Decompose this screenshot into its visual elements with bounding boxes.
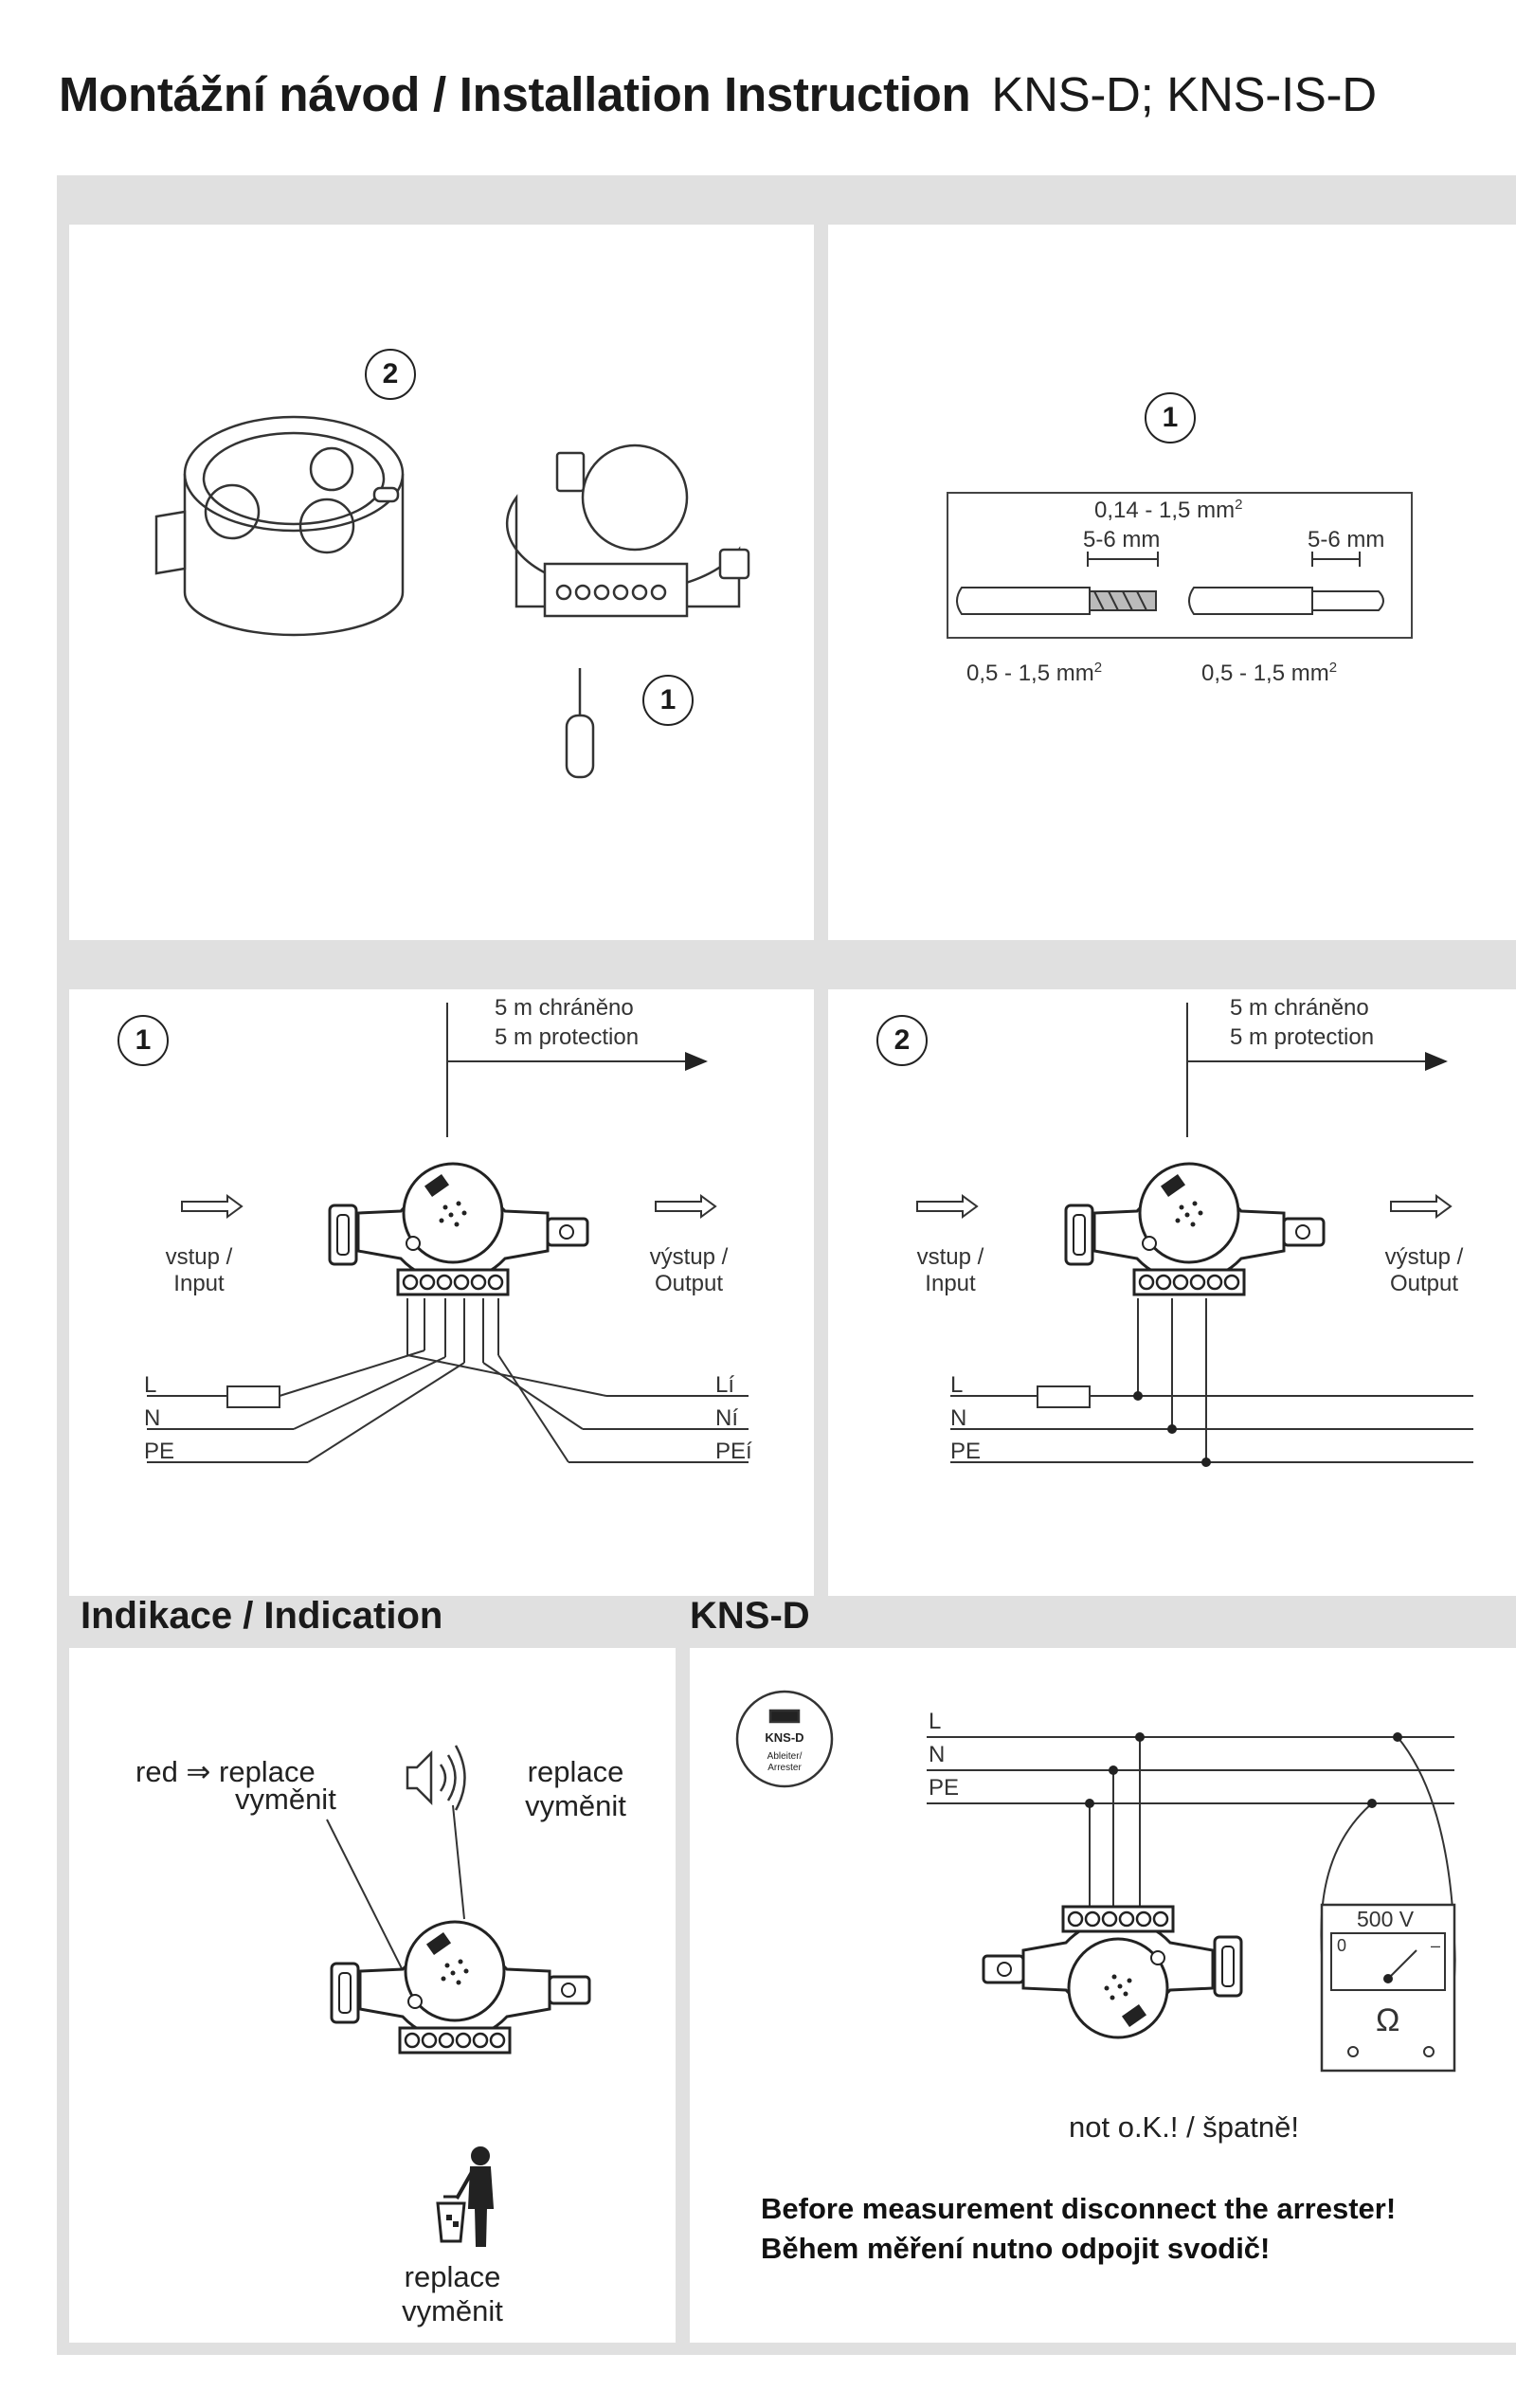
wiring-2-callout-label: 2	[893, 1024, 911, 1056]
protection-en-1: 5 m protection	[495, 1024, 640, 1050]
meter-infinity: –	[1431, 1936, 1441, 1955]
kns-d-title: KNS-D	[690, 1595, 810, 1637]
wire-size-left-value: 0,5 - 1,5 mm	[966, 661, 1094, 686]
output-en-2: Output	[1389, 1271, 1459, 1296]
strip-length-right: 5-6 mm	[1308, 527, 1385, 552]
indication-title: Indikace / Indication	[81, 1595, 443, 1637]
measure-line-pe: PE	[929, 1775, 960, 1801]
wire-size-left-sup: 2	[1093, 660, 1103, 676]
callout-2-label: 2	[382, 358, 399, 389]
callout-1-label: 1	[659, 684, 677, 715]
input-en-1: Input	[173, 1271, 225, 1296]
line-n-label-1: N	[144, 1405, 161, 1431]
wiring-1-callout-label: 1	[135, 1024, 152, 1056]
wire-size-right-value: 0,5 - 1,5 mm	[1201, 661, 1329, 686]
line-n-out-label-1: Ní	[715, 1405, 738, 1431]
line-pe-label-1: PE	[144, 1439, 175, 1464]
warning-cz: Během měření nutno odpojit svodič!	[761, 2232, 1271, 2265]
wire-strip-callout-label: 1	[1162, 402, 1179, 433]
measurement-status: not o.K.! / špatně!	[1069, 2110, 1299, 2144]
input-en-2: Input	[925, 1271, 976, 1296]
arrester-device-measure	[984, 1907, 1241, 2037]
badge-line2-text: Arrester	[767, 1763, 802, 1773]
ohm-icon: Ω	[1376, 2002, 1400, 2038]
cross-section-top-value: 0,14 - 1,5 mm	[1094, 498, 1236, 523]
trash-label-cz: vyměnit	[402, 2294, 503, 2327]
warning-en: Before measurement disconnect the arrester!	[761, 2192, 1397, 2225]
line-pe-label-2: PE	[950, 1439, 982, 1464]
output-cz-1: výstup /	[649, 1244, 729, 1270]
wire-size-right-sup: 2	[1328, 660, 1338, 676]
red-indicator-label-cz: vyměnit	[235, 1783, 336, 1816]
protection-cz-2: 5 m chráněno	[1230, 995, 1369, 1021]
input-cz-1: vstup /	[165, 1244, 233, 1270]
sound-indicator-cz: vyměnit	[525, 1789, 626, 1822]
red-indicator-label: red ⇒ replace	[135, 1755, 316, 1788]
badge-model-text: KNS-D	[765, 1730, 804, 1745]
strip-length-left: 5-6 mm	[1083, 527, 1161, 552]
sound-indicator-en: replace	[527, 1755, 624, 1788]
title-text: Montážní návod / Installation Instruction	[59, 67, 971, 121]
protection-en-2: 5 m protection	[1230, 1024, 1375, 1050]
output-en-1: Output	[654, 1271, 724, 1296]
measure-line-l: L	[929, 1709, 942, 1734]
line-l-out-label-1: Lí	[715, 1372, 735, 1398]
cross-section-top-sup: 2	[1235, 497, 1243, 513]
protection-cz-1: 5 m chráněno	[495, 995, 634, 1021]
meter-voltage: 500 V	[1357, 1907, 1415, 1931]
line-l-label-2: L	[950, 1372, 964, 1398]
line-pe-out-label-1: PEí	[715, 1439, 752, 1464]
badge-line1-text: Ableiter/	[767, 1751, 803, 1762]
line-n-label-2: N	[950, 1405, 967, 1431]
line-l-label-1: L	[144, 1372, 157, 1398]
model-name: KNS-D; KNS-IS-D	[991, 67, 1377, 121]
input-cz-2: vstup /	[916, 1244, 984, 1270]
meter-zero: 0	[1337, 1936, 1347, 1955]
measure-line-n: N	[929, 1742, 946, 1767]
output-cz-2: výstup /	[1384, 1244, 1464, 1270]
trash-label-en: replace	[404, 2260, 501, 2293]
